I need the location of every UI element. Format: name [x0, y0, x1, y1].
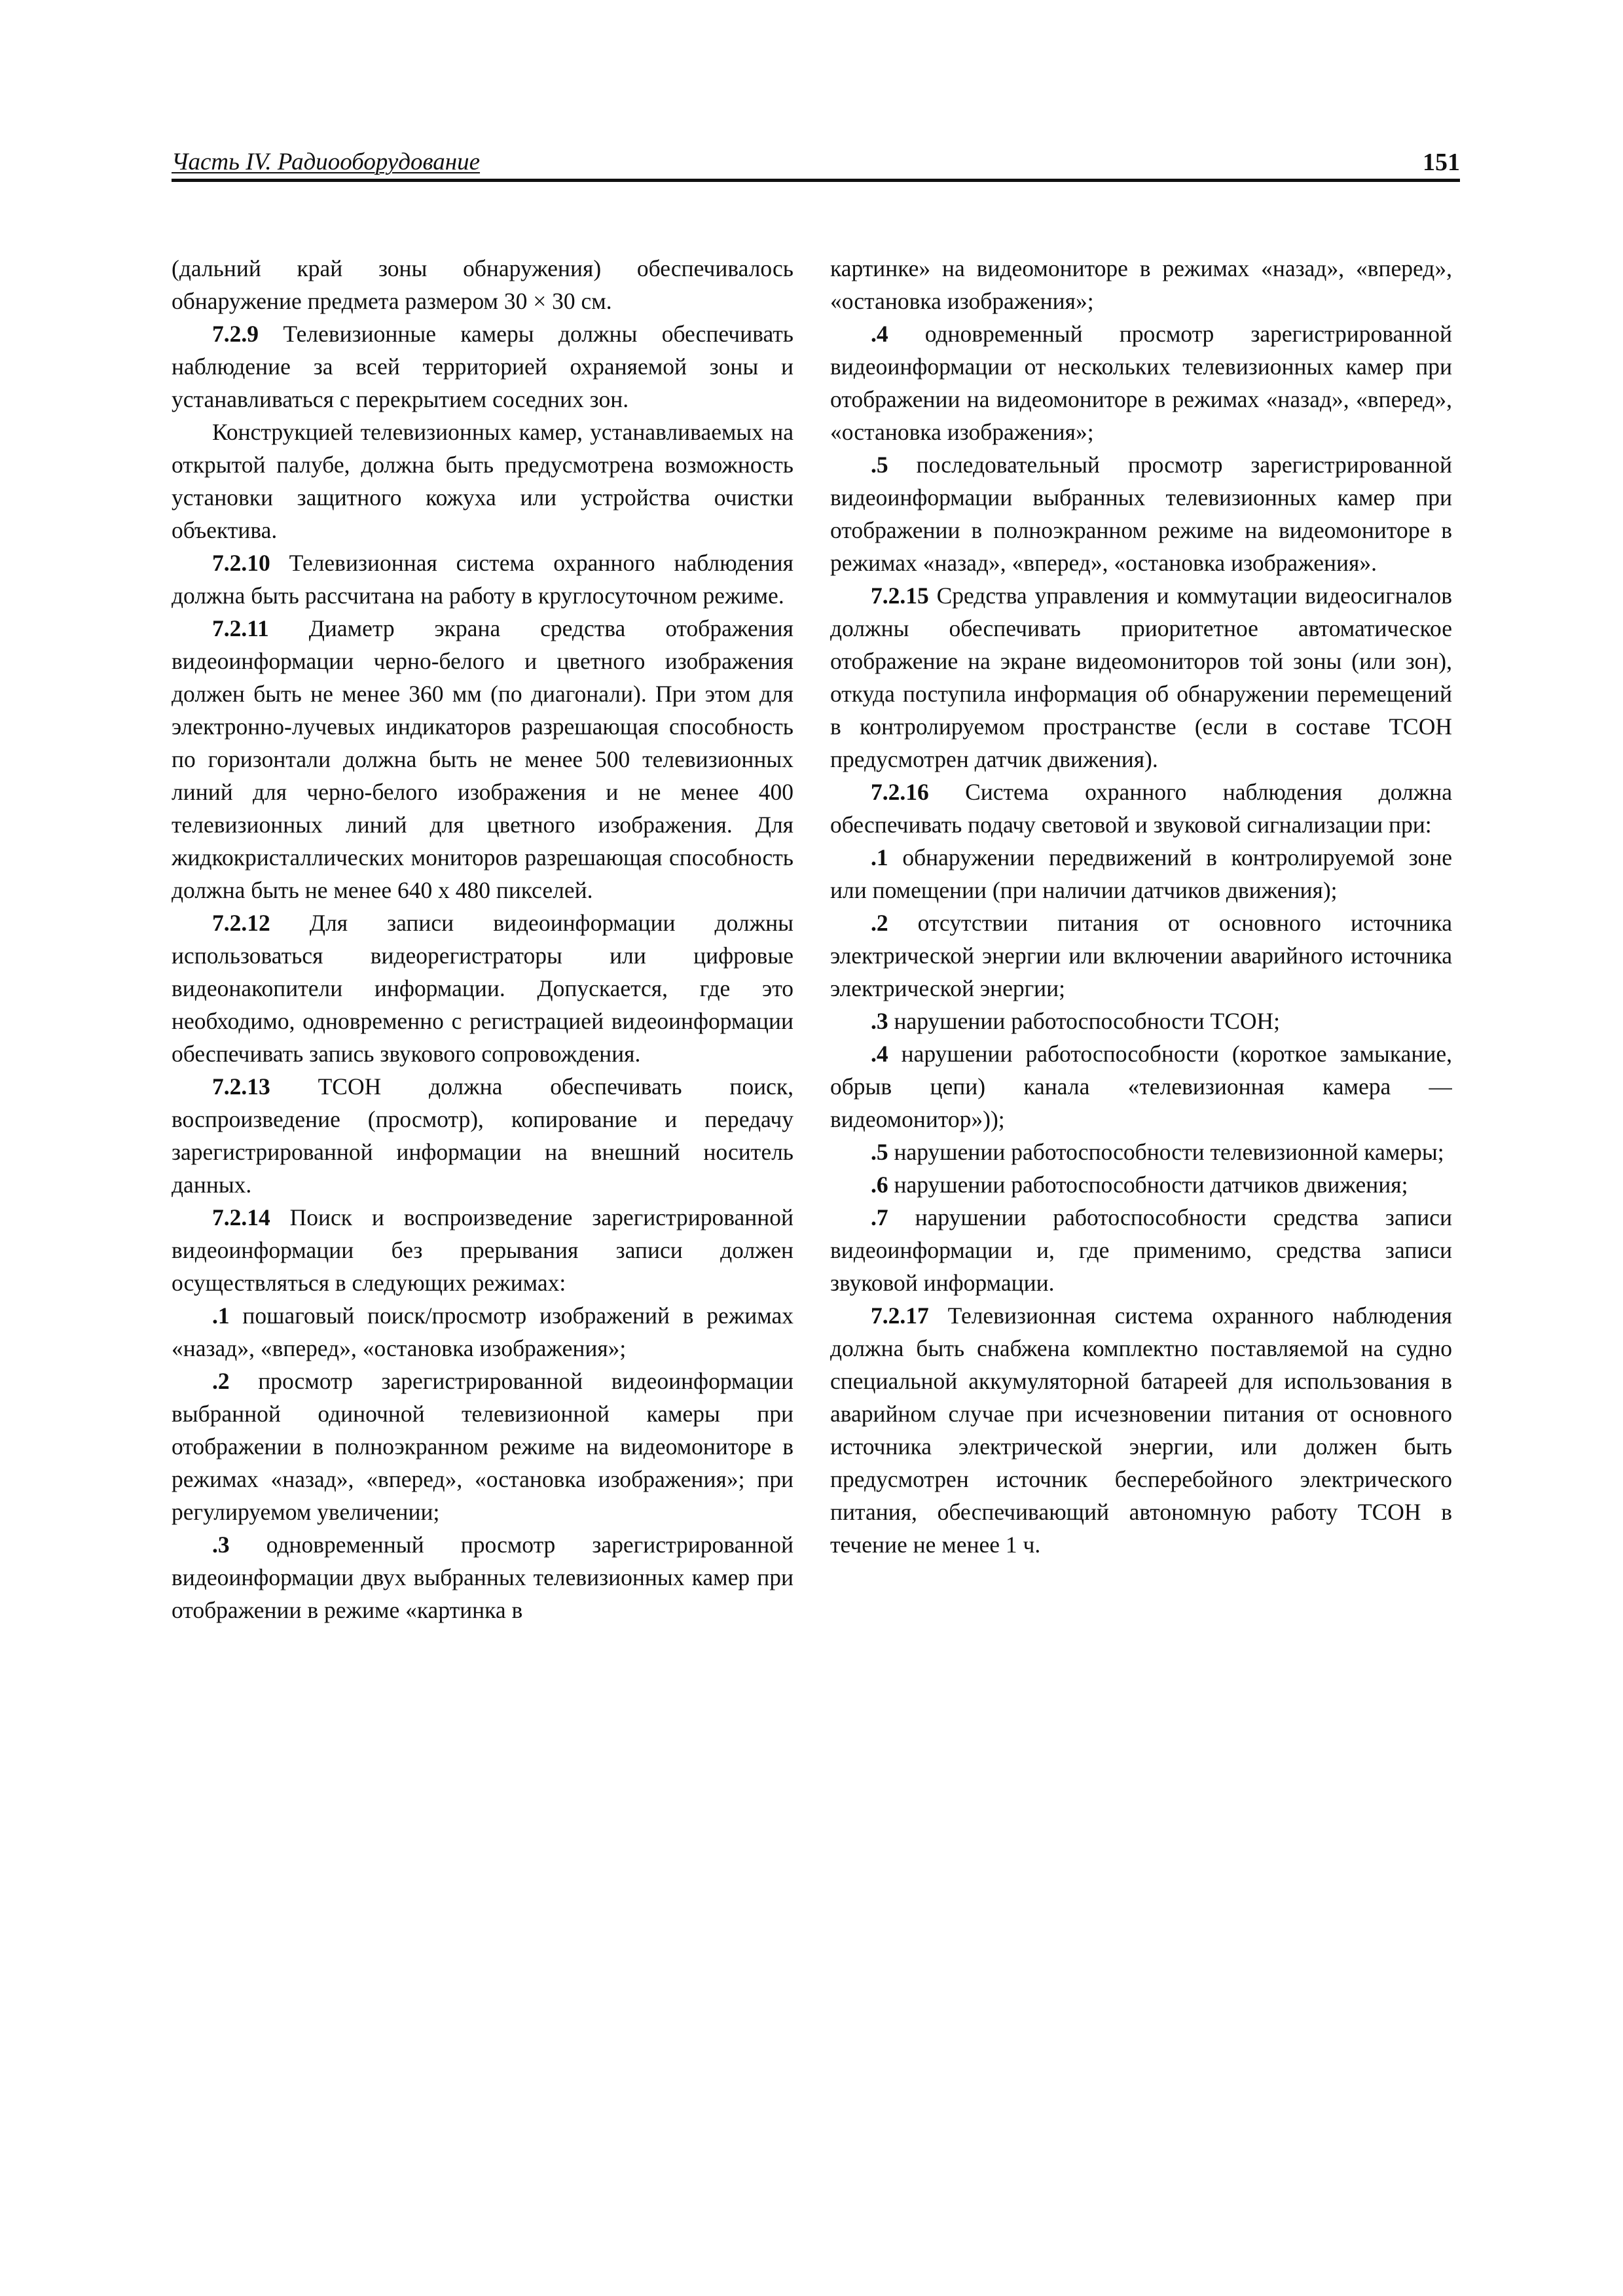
list-item: .3 нарушении работоспособности ТСОН; — [871, 1008, 1281, 1034]
right-column — [830, 252, 1452, 1836]
list-item: .4 нарушении работоспособности (короткое замыкание, обрыв цепи) канала «телевизионная камера — видеомонитор»)); — [830, 1041, 1452, 1132]
list-item: .1 пошаговый поиск/просмотр изображений в режимах «назад», «вперед», «остановка изображения»; — [172, 1302, 793, 1361]
left-column — [172, 252, 793, 1836]
paragraph: 7.2.10 Телевизионная система охранного наблюдения должна быть рассчитана на работу в круглосуточном режиме. — [172, 550, 793, 609]
list-item: .3 одновременный просмотр зарегистрированной видеоинформации двух выбранных телевизионных камер при отображении в режиме «картинка в — [172, 1532, 793, 1623]
list-item: .5 нарушении работоспособности телевизионной камеры; — [871, 1139, 1444, 1165]
list-item: .6 нарушении работоспособности датчиков движения; — [871, 1172, 1408, 1198]
paragraph: 7.2.15 Средства управления и коммутации видеосигналов должны обеспечивать приоритетное автоматическое отображение на экране видеомониторов той зоны (или зон), откуда поступила информация об обнаружении перемещений в контролируемом пространстве (если в составе ТСОН предусмотрен датчик движения). — [830, 583, 1452, 772]
list-item: .7 нарушении работоспособности средства записи видеоинформации и, где применимо, средства записи звуковой информации. — [830, 1204, 1452, 1296]
paragraph: 7.2.11 Диаметр экрана средства отображения видеоинформации черно-белого и цветного изображения должен быть не менее 360 мм (по диагонали). При этом для электронно-лучевых индикаторов разрешающая способность по горизонтали должна быть не менее 500 телевизионных линий для черно-белого изображения и не менее 400 телевизионных линий для цветного изображения. Для жидкокристаллических мониторов разрешающая способность должна быть не менее 640 х 480 пикселей. — [172, 615, 793, 903]
paragraph: 7.2.13 ТСОН должна обеспечивать поиск, воспроизведение (просмотр), копирование и передачу зарегистрированной информации на внешний носитель данных. — [172, 1073, 793, 1198]
list-item: .2 просмотр зарегистрированной видеоинформации выбранной одиночной телевизионной камеры при отображении в полноэкранном режиме на видеомониторе в режимах «назад», «вперед», «остановка изображения»; при регулируемом увеличении; — [172, 1368, 793, 1525]
list-item: .5 последовательный просмотр зарегистрированной видеоинформации выбранных телевизионных камер при отображении в полноэкранном режиме на видеомониторе в режимах «назад», «вперед», «остановка изображения». — [830, 452, 1452, 576]
paragraph: картинке» на видеомониторе в режимах «назад», «вперед», «остановка изображения»; — [830, 255, 1452, 314]
paragraph: 7.2.17 Телевизионная система охранного наблюдения должна быть снабжена комплектно поставляемой на судно специальной аккумуляторной батареей для использования в аварийном случае при исчезновении питания от основного источника электрической энергии, или должен быть предусмотрен источник бесперебойного электрического питания, обеспечивающий автономную работу ТСОН в течение не менее 1 ч. — [830, 1302, 1452, 1558]
paragraph: (дальний край зоны обнаружения) обеспечивалось обнаружение предмета размером 30 × 30 см. — [172, 255, 793, 314]
paragraph: Конструкцией телевизионных камер, устанавливаемых на открытой палубе, должна быть предусмотрена возможность установки защитного кожуха или устройства очистки объектива. — [172, 419, 793, 543]
page-number: 151 — [1423, 149, 1460, 176]
header-rule — [172, 179, 1460, 182]
list-item: .2 отсутствии питания от основного источника электрической энергии или включении аварийного источника электрической энергии; — [830, 910, 1452, 1001]
page-header — [172, 139, 1460, 182]
running-title: Часть IV. Радиооборудование — [172, 149, 481, 175]
list-item: .1 обнаружении передвижений в контролируемой зоне или помещении (при наличии датчиков движения); — [830, 844, 1452, 903]
paragraph: 7.2.16 Система охранного наблюдения должна обеспечивать подачу световой и звуковой сигнализации при: — [830, 779, 1452, 838]
paragraph: 7.2.9 Телевизионные камеры должны обеспечивать наблюдение за всей территорией охраняемой зоны и устанавливаться с перекрытием соседних зон. — [172, 321, 793, 412]
list-item: .4 одновременный просмотр зарегистрированной видеоинформации от нескольких телевизионных камер при отображении на видеомониторе в режимах «назад», «вперед», «остановка изображения»; — [830, 321, 1452, 445]
paragraph: 7.2.12 Для записи видеоинформации должны использоваться видеорегистраторы или цифровые видеонакопители информации. Допускается, где это необходимо, одновременно с регистрацией видеоинформации обеспечивать запись звукового сопровождения. — [172, 910, 793, 1067]
paragraph: 7.2.14 Поиск и воспроизведение зарегистрированной видеоинформации без прерывания записи должен осуществляться в следующих режимах: — [172, 1204, 793, 1296]
